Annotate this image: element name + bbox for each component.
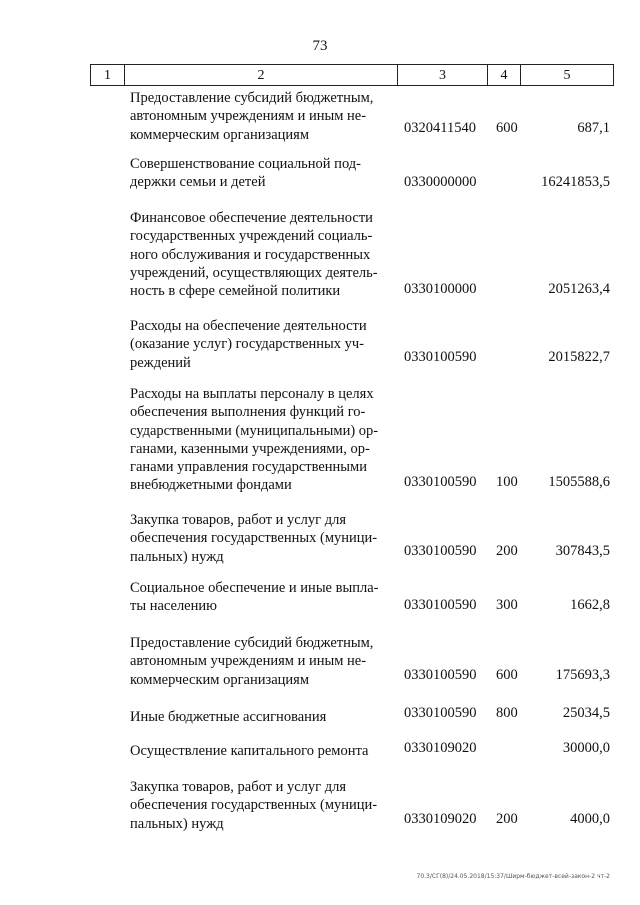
row-amount: 307843,5 xyxy=(555,543,610,559)
row-code: 0330100590 xyxy=(404,705,477,721)
row-amount: 1505588,6 xyxy=(548,474,610,490)
row-amount: 2051263,4 xyxy=(548,281,610,297)
row-type: 100 xyxy=(496,474,518,490)
page-number: 73 xyxy=(312,38,328,54)
row-code: 0330109020 xyxy=(404,811,477,827)
row-description: Закупка товаров, работ и услуг для обеспечения государственных (муници- пальных) нужд xyxy=(130,512,378,565)
row-description: Закупка товаров, работ и услуг для обеспечения государственных (муници- пальных) нужд xyxy=(130,779,378,832)
row-amount: 175693,3 xyxy=(555,667,610,683)
row-code: 0330100590 xyxy=(404,667,477,683)
column-header-3: 3 xyxy=(398,65,488,85)
row-description: Расходы на выплаты персоналу в целях обеспечения выполнения функций го- сударственными (муниципальными) ор- ганами, казенными учреждениями, ор- ганами управления государственными внебюджетными фондами xyxy=(130,386,379,494)
column-header-1: 1 xyxy=(91,65,125,85)
row-type: 600 xyxy=(496,120,518,136)
column-header-row xyxy=(90,64,614,86)
row-amount: 687,1 xyxy=(577,120,610,136)
row-amount: 1662,8 xyxy=(570,597,610,613)
row-type: 300 xyxy=(496,597,518,613)
row-code: 0330109020 xyxy=(404,740,477,756)
row-type: 200 xyxy=(496,811,518,827)
row-code: 0330100590 xyxy=(404,543,477,559)
row-description: Осуществление капитального ремонта xyxy=(130,743,369,759)
row-code: 0330100590 xyxy=(404,349,477,365)
row-type: 800 xyxy=(496,705,518,721)
row-amount: 25034,5 xyxy=(562,705,610,721)
row-type: 600 xyxy=(496,667,518,683)
row-description: Социальное обеспечение и иные выпла- ты населению xyxy=(130,580,379,615)
column-header-4: 4 xyxy=(488,65,521,85)
row-amount: 2015822,7 xyxy=(548,349,610,365)
row-amount: 4000,0 xyxy=(570,811,610,827)
row-code: 0320411540 xyxy=(404,120,476,136)
column-header-2: 2 xyxy=(125,65,398,85)
column-header-5: 5 xyxy=(563,68,571,83)
row-description: Иные бюджетные ассигнования xyxy=(130,709,327,725)
row-description: Совершенствование социальной под- держки семьи и детей xyxy=(130,156,361,191)
row-code: 0330100590 xyxy=(404,597,477,613)
row-code: 0330100000 xyxy=(404,281,477,297)
row-code: 0330100590 xyxy=(404,474,477,490)
row-amount: 16241853,5 xyxy=(541,174,610,190)
footer-file-reference: 70.3/СГ(8)/24.05.2018/15:37/Ширм-бюджет-всей-закон-2 чт-2 xyxy=(416,873,610,880)
row-description: Предоставление субсидий бюджетным, автономным учреждениям и иным не- коммерческим организациям xyxy=(130,90,374,143)
row-description: Предоставление субсидий бюджетным, автономным учреждениям и иным не- коммерческим организациям xyxy=(130,635,374,688)
row-code: 0330000000 xyxy=(404,174,477,190)
row-description: Финансовое обеспечение деятельности государственных учреждений социаль- ного обслуживания и государственных учреждений, осуществляющих деятель- ность в сфере семейной политики xyxy=(130,210,378,300)
row-type: 200 xyxy=(496,543,518,559)
row-description: Расходы на обеспечение деятельности (оказание услуг) государственных уч- реждений xyxy=(130,318,367,371)
row-amount: 30000,0 xyxy=(562,740,610,756)
